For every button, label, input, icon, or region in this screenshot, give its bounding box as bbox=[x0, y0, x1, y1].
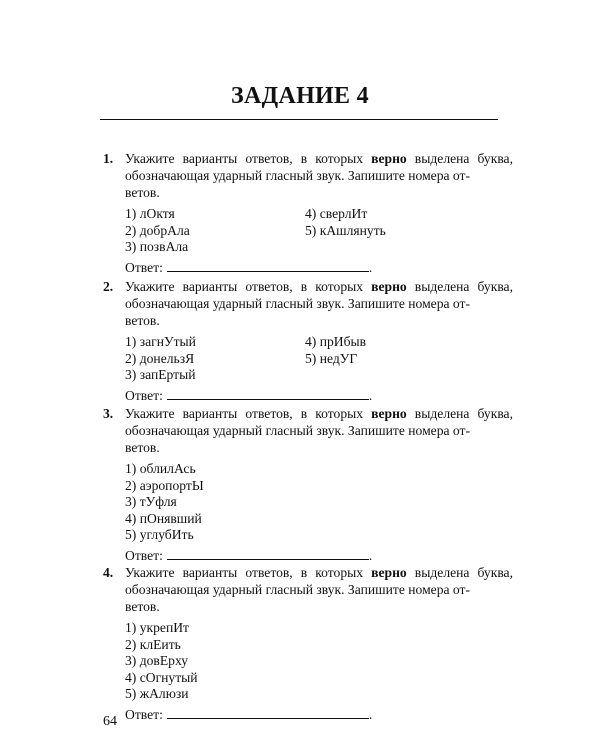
task-number: 1. bbox=[103, 151, 114, 166]
option-item: 3) довЕрху bbox=[125, 653, 189, 668]
task-number: 2. bbox=[103, 279, 114, 294]
option-item: 5) кАшлянуть bbox=[305, 222, 386, 238]
option-item: 4) прИбыв bbox=[305, 334, 367, 349]
answer-field[interactable] bbox=[167, 259, 369, 272]
answer-row: Ответ: . bbox=[125, 259, 373, 275]
option-item: 2) донельзЯ bbox=[125, 350, 195, 366]
answer-row: Ответ: . bbox=[125, 387, 373, 403]
answer-label: Ответ: bbox=[125, 387, 163, 403]
page-number: 64 bbox=[103, 714, 117, 729]
page-title: ЗАДАНИЕ 4 bbox=[231, 83, 369, 109]
task-4 bbox=[103, 564, 513, 723]
options-list bbox=[125, 619, 513, 702]
options-list bbox=[125, 333, 513, 383]
option-item: 5) углубИть bbox=[125, 527, 194, 542]
task-question: Укажите варианты ответов, в которых верно выделена буква, обозначающая ударный гласный звук. Запишите номера от- ветов. bbox=[125, 565, 513, 614]
task-number: 4. bbox=[103, 565, 114, 580]
option-item: 1) загнУтый bbox=[125, 334, 196, 349]
option-item: 5) жАлюзи bbox=[125, 686, 189, 701]
task-number: 3. bbox=[103, 406, 114, 421]
task-2 bbox=[103, 278, 513, 404]
option-item: 1) облилАсь bbox=[125, 461, 196, 476]
option-item: 4) пОнявший bbox=[125, 510, 202, 526]
answer-field[interactable] bbox=[167, 547, 369, 560]
answer-row: Ответ: . bbox=[125, 706, 373, 722]
title-divider bbox=[100, 119, 498, 120]
task-question: Укажите варианты ответов, в которых верно выделена буква, обозначающая ударный гласный звук. Запишите номера от- ветов. bbox=[125, 151, 513, 200]
answer-field[interactable] bbox=[167, 387, 369, 400]
task-question: Укажите варианты ответов, в которых верно выделена буква, обозначающая ударный гласный звук. Запишите номера от- ветов. bbox=[125, 406, 513, 455]
answer-label: Ответ: bbox=[125, 706, 163, 722]
task-question: Укажите варианты ответов, в которых верно выделена буква, обозначающая ударный гласный звук. Запишите номера от- ветов. bbox=[125, 279, 513, 328]
option-item: 4) сверлИт bbox=[305, 206, 368, 221]
option-item: 4) сОгнутый bbox=[125, 669, 198, 685]
answer-field[interactable] bbox=[167, 706, 369, 719]
option-item: 1) укрепИт bbox=[125, 620, 189, 635]
answer-label: Ответ: bbox=[125, 547, 163, 563]
answer-row: Ответ: . bbox=[125, 547, 373, 563]
option-item: 3) тУфля bbox=[125, 494, 177, 509]
option-item: 2) добрАла bbox=[125, 222, 190, 238]
options-list bbox=[125, 205, 513, 255]
option-item: 3) запЕртый bbox=[125, 367, 196, 382]
answer-label: Ответ: bbox=[125, 259, 163, 275]
option-item: 2) клЕить bbox=[125, 636, 181, 652]
option-item: 1) лОктя bbox=[125, 206, 175, 221]
task-1 bbox=[103, 150, 513, 276]
options-list bbox=[125, 460, 513, 543]
option-item: 5) недУГ bbox=[305, 350, 358, 366]
option-item: 3) позвАла bbox=[125, 239, 189, 254]
task-3 bbox=[103, 405, 513, 564]
option-item: 2) аэропортЫ bbox=[125, 477, 204, 493]
